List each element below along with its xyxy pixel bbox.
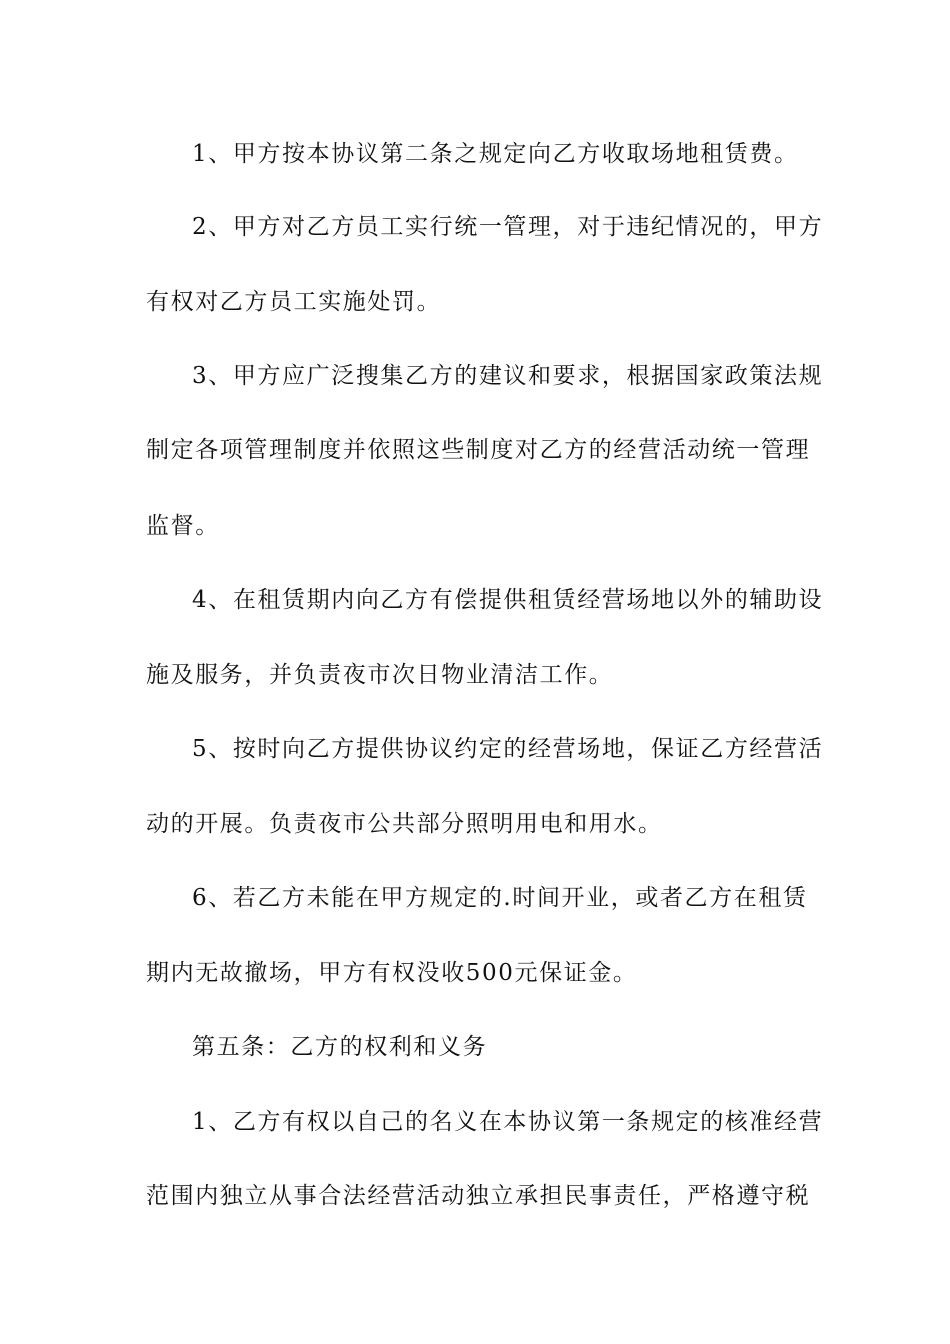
paragraph-5-line-2: 动的开展。负责夜市公共部分照明用电和用水。 <box>146 811 663 837</box>
paragraph-4-line-1: 4、在租赁期内向乙方有偿提供租赁经营场地以外的辅助设 <box>192 587 824 613</box>
section-heading-article-5: 第五条：乙方的权利和义务 <box>192 1034 488 1060</box>
paragraph-3-line-1: 3、甲方应广泛搜集乙方的建议和要求，根据国家政策法规 <box>192 363 824 389</box>
paragraph-5-line-1: 5、按时向乙方提供协议约定的经营场地，保证乙方经营活 <box>192 736 824 762</box>
article-5-item-1-line-2: 范围内独立从事合法经营活动独立承担民事责任，严格遵守税 <box>146 1183 811 1209</box>
paragraph-6-line-2: 期内无故撤场，甲方有权没收500元保证金。 <box>146 960 638 986</box>
paragraph-2-line-2: 有权对乙方员工实施处罚。 <box>146 289 442 315</box>
paragraph-4-line-2: 施及服务，并负责夜市次日物业清洁工作。 <box>146 662 614 688</box>
paragraph-3-line-2: 制定各项管理制度并依照这些制度对乙方的经营活动统一管理 <box>146 437 811 463</box>
article-5-item-1-line-1: 1、乙方有权以自己的名义在本协议第一条规定的核准经营 <box>192 1109 824 1135</box>
paragraph-6-line-1: 6、若乙方未能在甲方规定的.时间开业，或者乙方在租赁 <box>192 885 808 911</box>
paragraph-1-line-1: 1、甲方按本协议第二条之规定向乙方收取场地租赁费。 <box>192 141 799 167</box>
paragraph-2-line-1: 2、甲方对乙方员工实行统一管理，对于违纪情况的，甲方 <box>192 214 824 240</box>
paragraph-3-line-3: 监督。 <box>146 513 220 539</box>
